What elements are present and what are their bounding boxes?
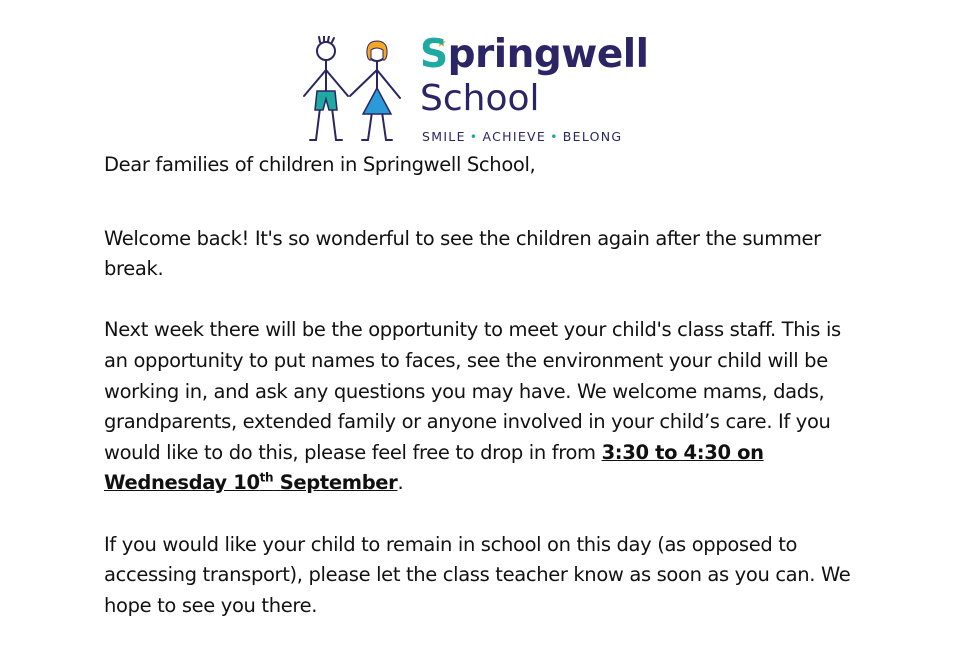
paragraph-meet-staff-text: Next week there will be the opportunity to meet your child's class staff. This is an opportunity to put names to faces, see the environment your child will be working in, and ask any questions you may have. We welcome mams, dads, grandparents, extended family or anyone involved in your child’s care. If you would like to do this, please feel free to drop in from — [104, 318, 841, 464]
event-date-month: September — [273, 471, 398, 495]
paragraph-transport: If you would like your child to remain in school on this day (as opposed to accessing transport), please let the class teacher know as soon as you can. We hope to see you there. — [104, 532, 851, 617]
tagline — [422, 129, 622, 144]
brand-rest: pringwell — [447, 32, 649, 77]
tagline-dot: • — [469, 129, 479, 144]
tagline-smile: SMILE — [422, 129, 466, 144]
brand-school: School — [420, 78, 540, 119]
event-date-suffix: th — [259, 470, 274, 485]
event-date-main: 3:30 to 4:30 on Wednesday 10 — [104, 440, 764, 495]
brand-first-letter: S — [420, 32, 448, 77]
logo-text — [420, 32, 656, 148]
springwell-school-logo — [300, 32, 656, 148]
brand-name — [420, 32, 649, 77]
tagline-achieve: ACHIEVE — [482, 129, 547, 144]
paragraph-welcome: Welcome back! It's so wonderful to see the children again after the summer break. — [104, 226, 821, 281]
letter-body — [104, 150, 864, 652]
paragraph-meet-staff — [104, 315, 864, 499]
salutation: Dear families of children in Springwell School, — [104, 153, 536, 176]
children-figures-icon — [300, 36, 410, 144]
tagline-belong: BELONG — [562, 129, 623, 144]
paragraph-end-period: . — [397, 471, 404, 495]
tagline-dot: • — [550, 129, 559, 144]
